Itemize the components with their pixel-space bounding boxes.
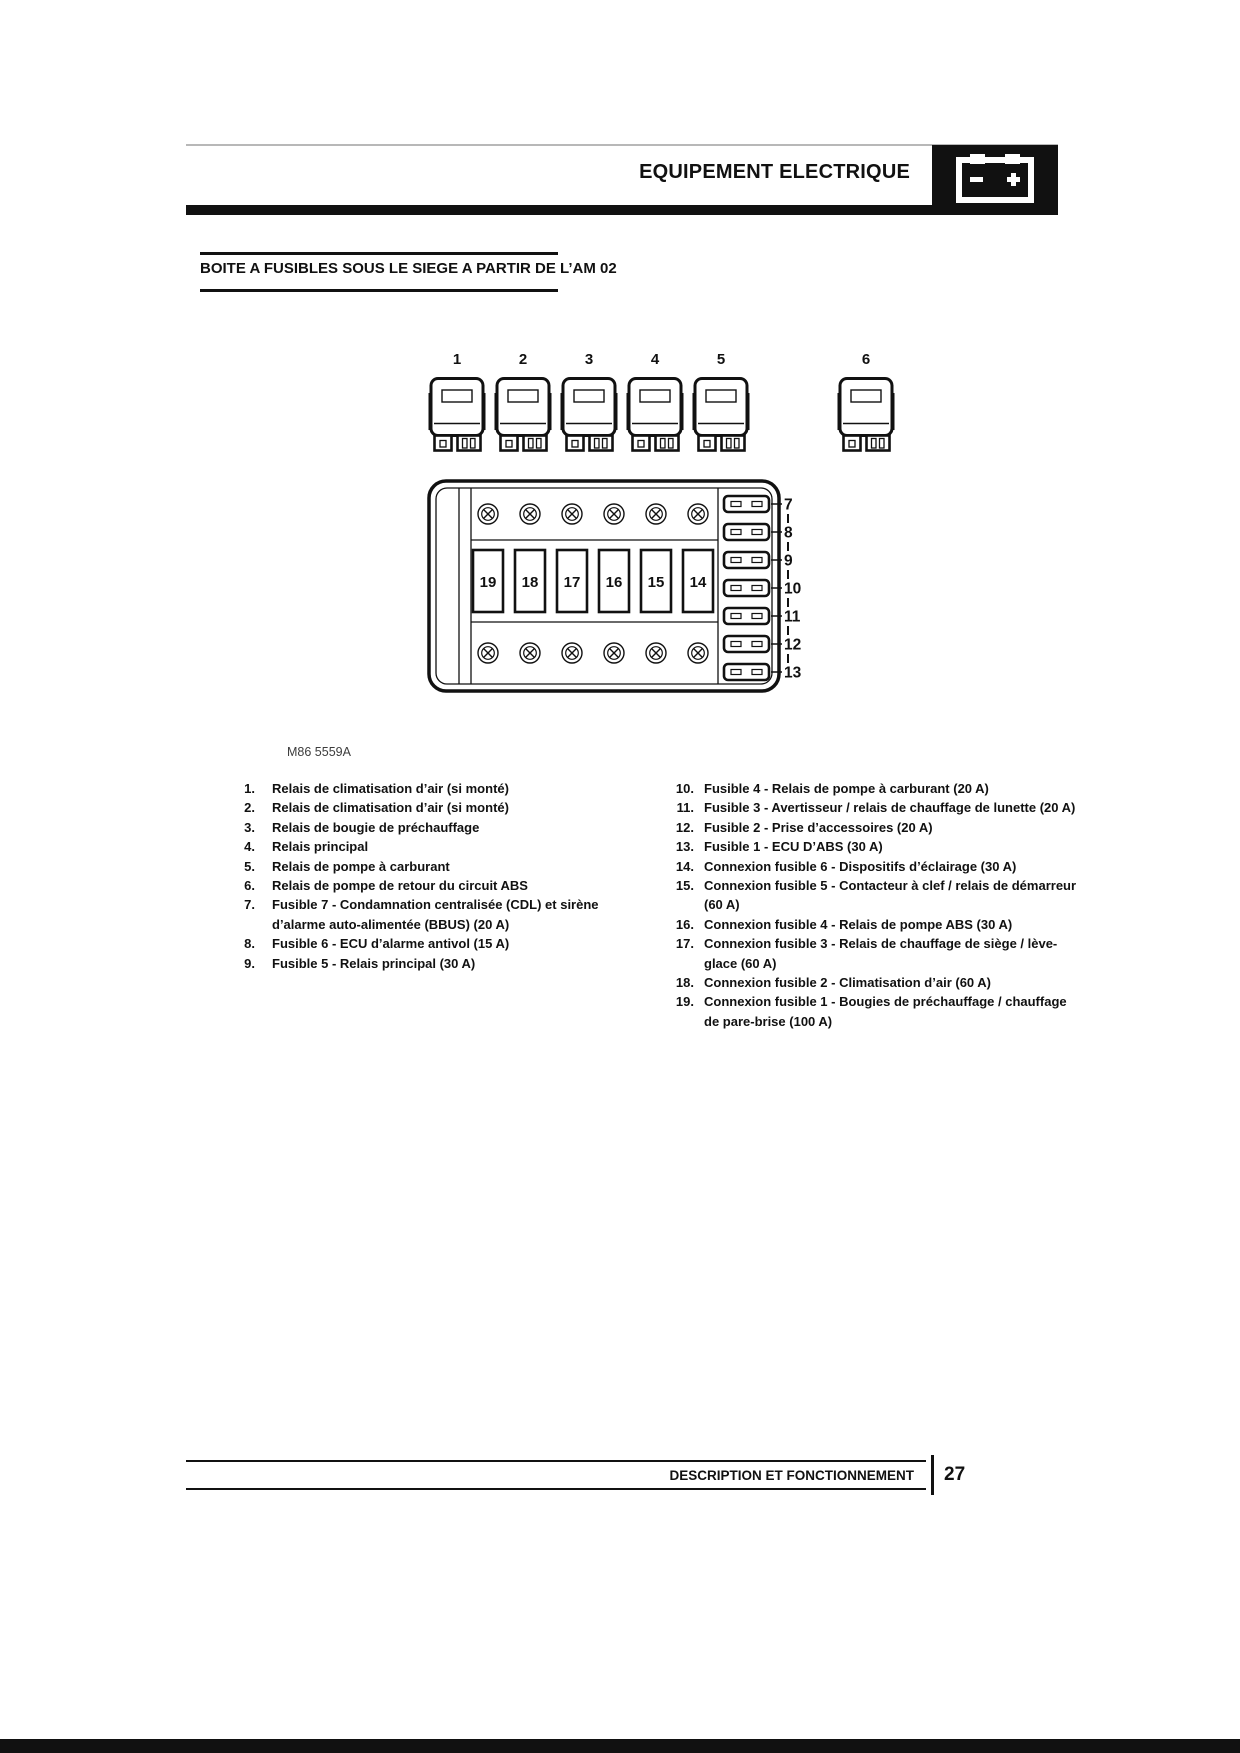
relay-5-label: 5 [716, 351, 726, 368]
legend-item-number: 7. [244, 897, 255, 913]
legend-item-number: 10. [675, 781, 694, 796]
legend-item-number: 18. [675, 975, 694, 991]
legend-item [235, 818, 627, 837]
legend-item-text: Relais de bougie de préchauffage [272, 819, 480, 835]
legend-item-text: Fusible 2 - Prise d’accessoires (20 A) [704, 819, 933, 835]
legend-item [235, 934, 627, 953]
legend-item [666, 818, 1082, 837]
relay-4-label: 4 [650, 351, 660, 368]
legend-item-number: 16. [675, 916, 694, 932]
legend-item-text: Fusible 5 - Relais principal (30 A) [272, 955, 476, 971]
legend-item [666, 915, 1082, 934]
legend-item-number: 2. [244, 800, 255, 816]
legend-item-text: Relais de climatisation d’air (si monté) [272, 781, 509, 796]
svg-text:19: 19 [479, 574, 497, 591]
legend-item [666, 973, 1082, 992]
relay-5 [691, 376, 751, 458]
relay-3-label: 3 [584, 351, 594, 368]
legend-item [235, 954, 627, 973]
footer-label: DESCRIPTION ET FONCTIONNEMENT [669, 1467, 914, 1483]
legend-item-text: Connexion fusible 1 - Bougies de préchauffage / chauffage de pare-brise (100 A) [704, 994, 1067, 1029]
svg-text:16: 16 [605, 574, 623, 591]
legend-item-number: 9. [244, 955, 255, 971]
legend-item-number: 13. [675, 839, 694, 855]
legend-item-text: Fusible 6 - ECU d’alarme antivol (15 A) [272, 936, 510, 952]
legend-item-number: 1. [244, 781, 255, 796]
relay-1-label: 1 [452, 351, 462, 368]
legend-item-number: 15. [675, 878, 694, 894]
legend-item-number: 6. [244, 878, 255, 894]
svg-text:18: 18 [521, 574, 539, 591]
legend-item [666, 837, 1082, 856]
section-title: BOITE A FUSIBLES SOUS LE SIEGE A PARTIR DE L’AM 02 [200, 260, 617, 277]
legend-item-text: Fusible 7 - Condamnation centralisée (CDL) et sirène d’alarme auto-alimentée (BBUS) (20 A) [272, 897, 599, 932]
legend-item-number: 12. [675, 819, 694, 835]
legend-item [666, 934, 1082, 973]
svg-text:7: 7 [784, 496, 793, 514]
relay-2 [493, 376, 553, 458]
fuse-box [426, 478, 808, 694]
legend-column-left [235, 779, 627, 973]
legend-item [666, 992, 1082, 1031]
legend-item-text: Fusible 1 - ECU D’ABS (30 A) [704, 839, 883, 855]
svg-text:9: 9 [784, 552, 793, 570]
legend-item-text: Fusible 4 - Relais de pompe à carburant (20 A) [704, 781, 989, 796]
legend-item-text: Relais de pompe de retour du circuit ABS [272, 878, 528, 894]
legend-item-text: Connexion fusible 3 - Relais de chauffage de siège / lève-glace (60 A) [704, 936, 1058, 971]
legend-item-number: 3. [244, 819, 255, 835]
footer-bar [186, 1460, 926, 1490]
legend-item [235, 779, 627, 798]
relay-6-label: 6 [861, 351, 871, 368]
page-title: EQUIPEMENT ELECTRIQUE [639, 161, 910, 183]
legend-item [235, 798, 627, 817]
legend-item-text: Relais de pompe à carburant [272, 858, 450, 874]
svg-text:13: 13 [784, 664, 802, 682]
svg-text:15: 15 [647, 574, 665, 591]
footer-divider [931, 1455, 934, 1495]
legend-item [235, 837, 627, 856]
page-bottom-bar [0, 1739, 1240, 1753]
svg-text:12: 12 [784, 636, 802, 654]
svg-text:14: 14 [689, 574, 707, 591]
legend-item-number: 8. [244, 936, 255, 952]
relay-4 [625, 376, 685, 458]
relay-3 [559, 376, 619, 458]
legend-item [666, 779, 1082, 798]
legend-item-text: Connexion fusible 2 - Climatisation d’air (60 A) [704, 975, 992, 991]
legend-item-number: 14. [675, 858, 694, 874]
legend-item-number: 5. [244, 858, 255, 874]
legend-item-text: Fusible 3 - Avertisseur / relais de chauffage de lunette (20 A) [704, 800, 1076, 816]
legend-item [235, 895, 627, 934]
legend-item [235, 857, 627, 876]
legend-item [235, 876, 627, 895]
legend-item [666, 798, 1082, 817]
legend-item-number: 4. [244, 839, 255, 855]
page-number: 27 [944, 1464, 966, 1485]
legend-item-number: 17. [675, 936, 694, 952]
legend-item-number: 19. [675, 994, 694, 1010]
legend-column-right [666, 779, 1082, 1031]
svg-text:17: 17 [563, 574, 581, 591]
svg-text:8: 8 [784, 524, 793, 542]
legend-item-number: 11. [676, 800, 694, 816]
relay-1 [427, 376, 487, 458]
svg-text:11: 11 [784, 608, 801, 626]
legend-item-text: Relais de climatisation d’air (si monté) [272, 800, 509, 816]
legend-item-text: Connexion fusible 6 - Dispositifs d’éclairage (30 A) [704, 858, 1017, 874]
legend-item-text: Connexion fusible 5 - Contacteur à clef / relais de démarreur (60 A) [704, 878, 1077, 913]
svg-text:10: 10 [784, 580, 802, 598]
legend-item-text: Connexion fusible 4 - Relais de pompe ABS (30 A) [704, 916, 1013, 932]
relay-6 [836, 376, 896, 458]
legend-item [666, 857, 1082, 876]
legend-item [666, 876, 1082, 915]
legend-item-text: Relais principal [272, 839, 369, 855]
relay-2-label: 2 [518, 351, 528, 368]
figure-reference: M86 5559A [287, 745, 351, 759]
